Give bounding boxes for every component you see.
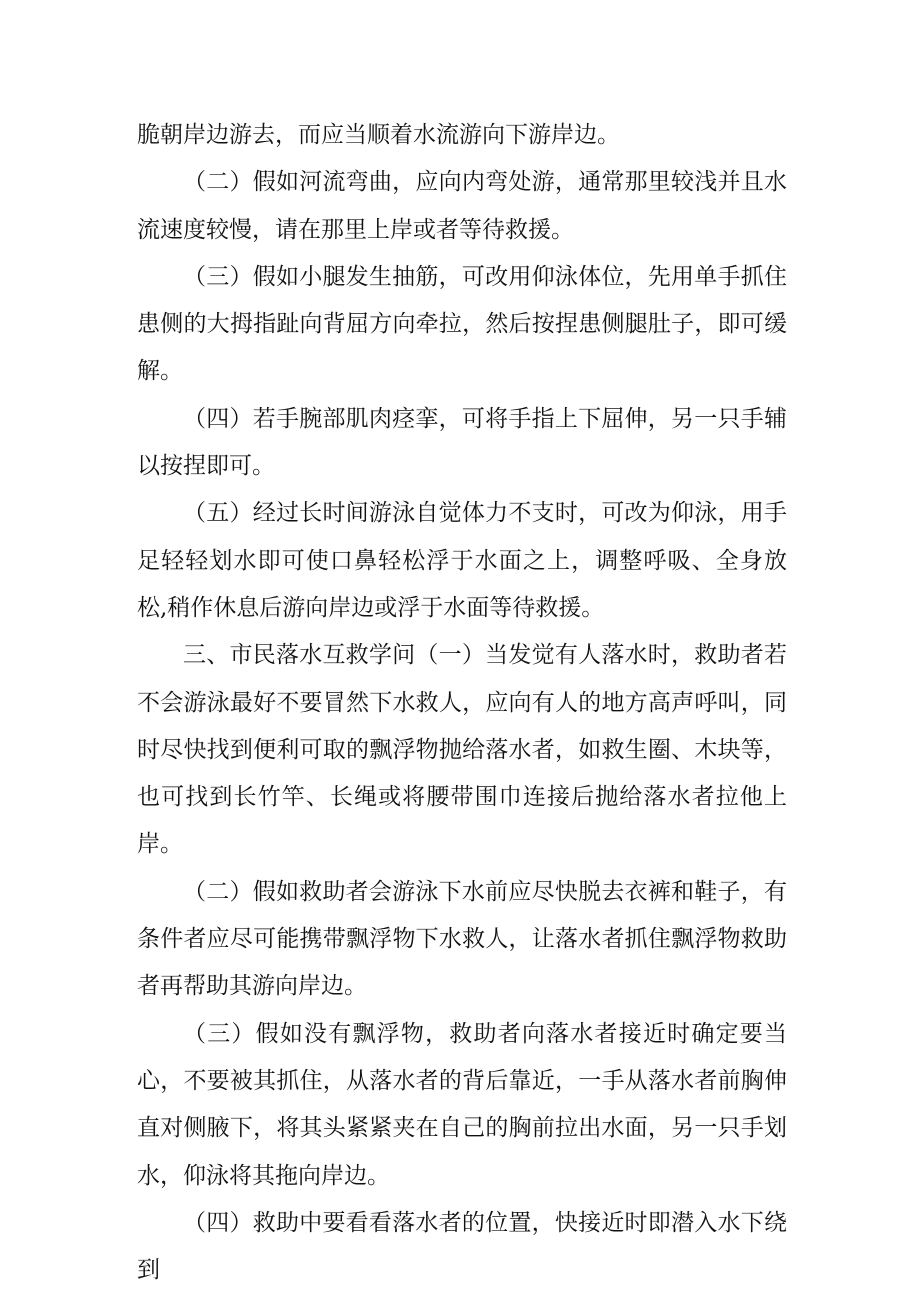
paragraph-river-bend: （二）假如河流弯曲，应向内弯处游，通常那里较浅并且水流速度较慢，请在那里上岸或者等待救援。 bbox=[137, 169, 787, 243]
paragraph-position-check: （四）救助中要看看落水者的位置，快接近时即潜入水下绕到 bbox=[137, 1209, 787, 1284]
paragraph-mutual-rescue-intro: 三、市民落水互救学问（一）当发觉有人落水时，救助者若不会游泳最好不要冒然下水救人，应向有人的地方高声呼叫，同时尽快找到便利可取的飘浮物抛给落水者，如救生圈、木块等，也可找到长竹竿、长绳或将腰带围巾连接后抛给落水者拉他上岸。 bbox=[137, 642, 787, 858]
paragraph-leg-cramp: （三）假如小腿发生抽筋，可改用仰泳体位，先用单手抓住患侧的大拇指趾向背屈方向牵拉，然后按捏患侧腿肚子，即可缓解。 bbox=[137, 263, 787, 385]
body-text bbox=[137, 112, 787, 1294]
paragraph-wrist-spasm: （四）若手腕部肌肉痉挛，可将手指上下屈伸，另一只手辅以按捏即可。 bbox=[137, 405, 787, 480]
paragraph-swimmer-rescue: （二）假如救助者会游泳下水前应尽快脱去衣裤和鞋子，有条件者应尽可能携带飘浮物下水救人，让落水者抓住飘浮物救助者再帮助其游向岸边。 bbox=[137, 878, 787, 1000]
paragraph-continuation: 脆朝岸边游去，而应当顺着水流游向下游岸边。 bbox=[137, 122, 620, 148]
paragraph-no-float: （三）假如没有飘浮物，救助者向落水者接近时确定要当心，不要被其抓住，从落水者的背后靠近，一手从落水者前胸伸直对侧腋下，将其头紧紧夹在自己的胸前拉出水面，另一只手划水，仰泳将其拖向岸边。 bbox=[137, 1020, 787, 1189]
paragraph-exhaustion: （五）经过长时间游泳自觉体力不支时，可改为仰泳，用手足轻轻划水即可使口鼻轻松浮于水面之上，调整呼吸、全身放松,稍作休息后游向岸边或浮于水面等待救援。 bbox=[137, 500, 787, 621]
